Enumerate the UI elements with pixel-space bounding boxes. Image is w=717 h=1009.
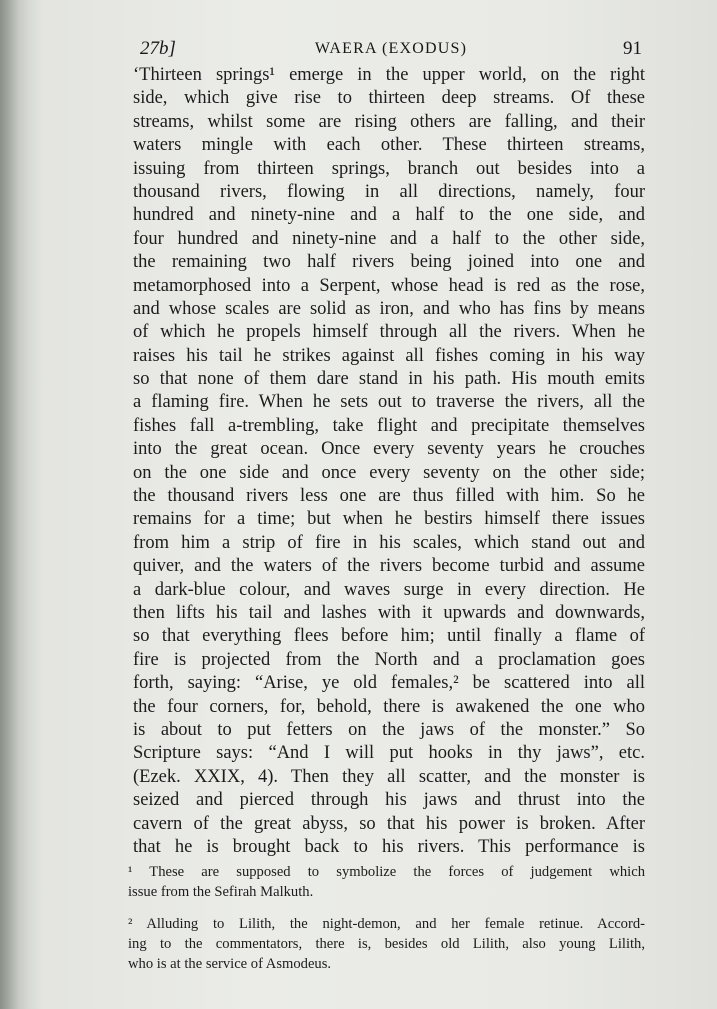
body-line: a flaming fire. When he sets out to traverse the rivers, all the [133,392,645,413]
body-line: then lifts his tail and lashes with it upwards and downwards, [133,602,645,623]
body-line: from him a strip of fire in his scales, which stand out and [133,532,645,553]
body-line: issuing from thirteen springs, branch out besides into a [133,158,645,179]
footnote-line: ² Alluding to Lilith, the night-demon, and her female retinue. Accord- [128,916,645,932]
footnote-line: who is at the service of Asmodeus. [128,956,332,972]
body-line: seized and pierced through his jaws and thrust into the [133,790,645,811]
body-line: into the great ocean. Once every seventy years he crouches [133,439,645,460]
gutter-shadow [0,0,42,1009]
footnote [128,862,645,902]
footnote-spacer [128,902,645,914]
body-line: streams, whilst some are rising others are falling, and their [133,111,645,132]
footnotes [128,862,645,974]
body-line: forth, saying: “Arise, ye old females,² be scattered into all [133,673,645,694]
body-line: quiver, and the waters of the rivers become turbid and assume [133,556,645,577]
body-line: the four corners, for, behold, there is awakened the one who [133,696,645,717]
body-line: of which he propels himself through all the rivers. When he [133,322,645,343]
running-head [140,38,642,64]
body-line: hundred and ninety-nine and a half to the one side, and [133,205,645,226]
body-line: four hundred and ninety-nine and a half to the other side, [133,228,645,249]
body-line: the remaining two half rivers being joined into one and [133,252,645,273]
body-line: raises his tail he strikes against all fishes coming in his way [133,345,645,366]
body-line: side, which give rise to thirteen deep streams. Of these [133,88,645,109]
body-line: the thousand rivers less one are thus filled with him. So he [133,486,645,507]
body-line: fire is projected from the North and a proclamation goes [133,649,645,670]
body-line: so that everything flees before him; until finally a flame of [133,626,645,647]
footnote-line: ing to the commentators, there is, besides old Lilith, also young Lilith, [128,936,645,952]
body-line: a dark-blue colour, and waves surge in every direction. He [133,579,645,600]
body-line: (Ezek. XXIX, 4). Then they all scatter, and the monster is [133,766,645,787]
body-line: metamorphosed into a Serpent, whose head is red as the rose, [133,275,645,296]
body-text [133,64,645,859]
section-reference: 27b] [140,38,176,59]
body-line: on the one side and once every seventy on the other side; [133,462,645,483]
body-line: thousand rivers, flowing in all directions, namely, four [133,181,645,202]
body-line: and whose scales are solid as iron, and who has fins by means [133,298,645,319]
chapter-title: WAERA (EXODUS) [314,40,468,57]
body-line: remains for a time; but when he bestirs himself there issues [133,509,645,530]
body-line: ‘Thirteen springs¹ emerge in the upper world, on the right [133,65,645,85]
body-line: fishes fall a-trembling, take flight and precipitate themselves [133,415,645,436]
page-number: 91 [623,38,642,59]
body-line: that he is brought back to his rivers. This performance is [133,836,645,857]
body-line: so that none of them dare stand in his path. His mouth emits [133,369,645,390]
body-line: waters mingle with each other. These thirteen streams, [133,135,645,156]
footnote-line: ¹ These are supposed to symbolize the forces of judgement which [128,864,645,880]
footnote [128,914,645,974]
body-line: cavern of the great abyss, so that his power is broken. After [133,813,645,834]
body-line: is about to put fetters on the jaws of the monster.” So [133,719,645,740]
footnote-line: issue from the Sefirah Malkuth. [128,884,314,900]
body-line: Scripture says: “And I will put hooks in thy jaws”, etc. [133,743,645,764]
